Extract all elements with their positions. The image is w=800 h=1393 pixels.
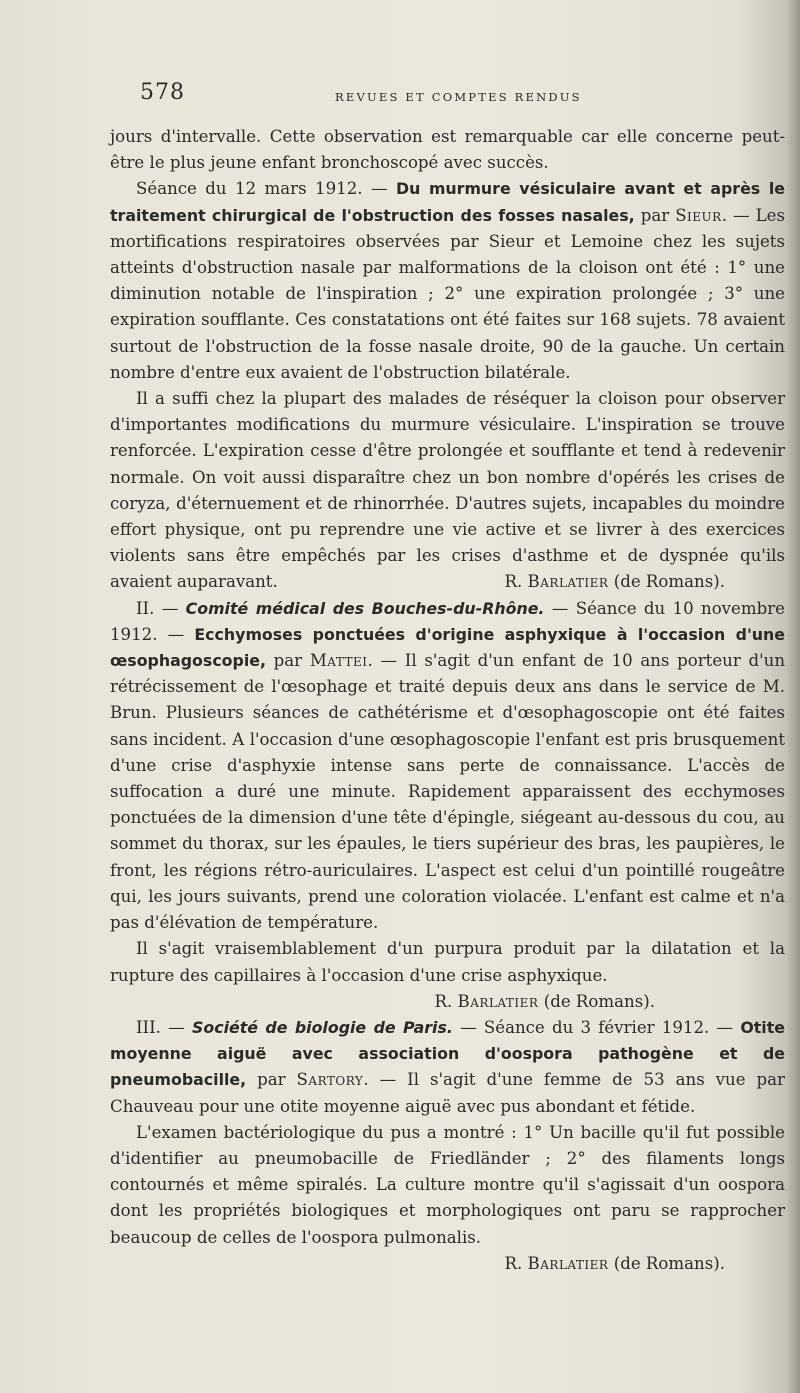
paragraph-text: jours d'intervalle. Cette observation est remarquable car elle concerne peut-être le plus jeune enfant bronchoscopé avec succès. — [110, 127, 785, 173]
society-name: Société de biologie de Paris. — [191, 1017, 453, 1037]
society-name: Comité médical des Bouches-du-Rhône. — [185, 598, 545, 618]
by-label: par — [265, 651, 310, 671]
body-text — [110, 124, 785, 1277]
running-title: REVUES ET COMPTES RENDUS — [335, 90, 582, 104]
paragraph-purpura — [110, 936, 785, 988]
paragraph-text: L'examen bactériologique du pus a montré : 1° Un bacille qu'il fut possible d'identifier au pneumobacille de Friedländer ; 2° des filaments longs contournés et même spiralés. La culture montre qu'il s'agissait d'un oospora dont les propriétés biologiques et morphologiques ont paru se rapprocher beaucoup de celles de l'oospora pulmonalis. — [110, 1122, 785, 1247]
by-label: par — [634, 205, 676, 225]
author-name: Sieur — [675, 205, 722, 225]
running-head — [140, 80, 785, 114]
article-title: Du murmure vésiculaire avant et après le traitement chirurgical de l'obstruction des fosses nasales, — [110, 179, 785, 225]
page-edge-shadow — [786, 0, 800, 1393]
author-name: Mattei — [309, 651, 368, 671]
paragraph-section-iii — [110, 1015, 785, 1120]
session-date: Séance du 12 mars 1912. — — [136, 179, 396, 199]
article-title: Otite moyenne aiguë avec association d'oospora pathogène et de pneumobacille, — [110, 1017, 785, 1090]
page-number: 578 — [140, 80, 185, 105]
paragraph-text: . — Il s'agit d'un enfant de 10 ans porteur d'un rétrécissement de l'œsophage et traité depuis deux ans dans le service de M. Brun. Plusieurs séances de cathétérisme et d'œsophagoscopie ont été faites sans incident. A l'occasion d'une œsophagoscopie l'enfant est pris brusquement d'une crise d'asphyxie intense sans perte de connaissance. L'accès de suffocation a duré une minute. Rapidement apparaissent des ecchymoses ponctuées de la dimension d'une tête d'épingle, siégeant au-dessous du cou, au sommet du thorax, sur les épaules, le tiers supérieur des bras, les paupières, le front, les régions rétro-auriculaires. L'aspect est celui d'un pointillé rougeâtre qui, les jours suivants, prend une coloration violacée. L'enfant est calme et n'a pas d'élévation de température. — [110, 651, 785, 933]
paragraph-text: . — Il s'agit d'une femme de 53 ans vue par Chauveau pour une otite moyenne aiguë avec pus abondant et fétide. — [110, 1070, 785, 1116]
paragraph-resection — [110, 386, 785, 596]
by-label: par — [246, 1070, 297, 1090]
paragraph-seance-12-mars — [110, 176, 785, 386]
paragraph-text: . — Les mortifications respiratoires observées par Sieur et Lemoine chez les sujets atteints d'obstruction nasale par malformations de la cloison ont été : 1° une diminution notable de l'inspiration ; 2° une expiration prolongée ; 3° une expiration soufflante. Ces constatations ont été faites sur 168 sujets. 78 avaient surtout de l'obstruction de la fosse nasale droite, 90 de la gauche. Un certain nombre d'entre eux avaient de l'obstruction bilatérale. — [110, 205, 786, 382]
paragraph-text: Il s'agit vraisemblablement d'un purpura produit par la dilatation et la rupture des capillaires à l'occasion d'une crise asphyxique. — [110, 939, 785, 985]
section-number: II. — — [136, 598, 186, 618]
section-number: III. — — [136, 1017, 192, 1037]
signature: R. Barlatier (de Romans). — [504, 572, 725, 592]
paragraph-continuation — [110, 124, 785, 176]
signature: R. Barlatier (de Romans). — [504, 1253, 725, 1273]
article-title: Ecchymoses ponctuées d'origine asphyxique à l'occasion d'une œsophagoscopie, — [110, 624, 785, 671]
paragraph-text: Il a suffi chez la plupart des malades de réséquer la cloison pour observer d'importantes modifications du murmure vésiculaire. L'inspiration se trouve renforcée. L'expiration cesse d'être prolongée et soufflante et tend à redevenir normale. On voit aussi disparaître chez un bon nombre d'opérés les crises de coryza, d'éternuement et de rhinorrhée. D'autres sujets, incapables du moindre effort physique, ont pu reprendre une vie active et se livrer à des exercices violents sans être empêchés par les crises d'asthme et de dyspnée qu'ils avaient auparavant. — [110, 389, 785, 592]
paragraph-section-ii — [110, 596, 785, 937]
paragraph-bacteriology — [110, 1120, 785, 1277]
session-date: — Séance du 10 novembre 1912. — — [110, 598, 785, 644]
signature: R. Barlatier (de Romans). — [434, 991, 655, 1011]
author-name: Sartory — [296, 1070, 364, 1090]
session-date: — Séance du 3 février 1912. — — [452, 1017, 741, 1037]
